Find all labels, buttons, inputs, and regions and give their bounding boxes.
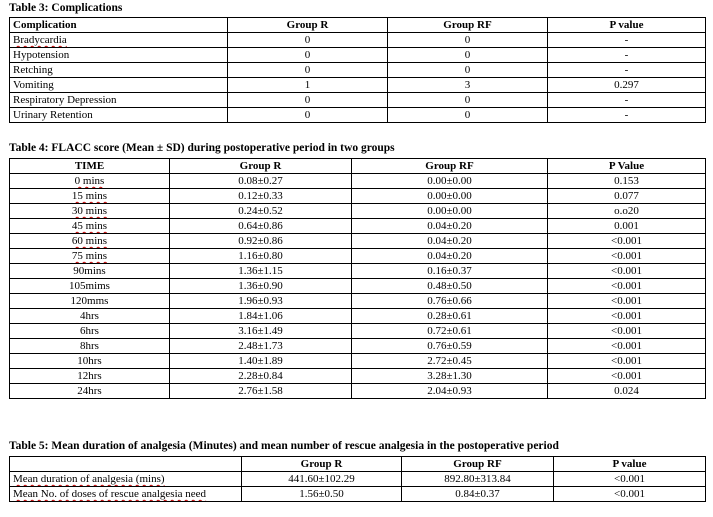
table-row: [10, 279, 706, 294]
table-row: [10, 472, 706, 487]
cell-text: 0: [304, 34, 311, 46]
cell-text: 1: [304, 79, 311, 91]
cell-text: 0.76±0.59: [427, 340, 472, 352]
table-cell: [10, 78, 228, 93]
table-cell: [352, 279, 548, 294]
table-cell: [10, 249, 170, 264]
cell-text: 0.04±0.20: [427, 250, 472, 262]
table-cell: [352, 309, 548, 324]
cell-text: o.o20: [614, 205, 639, 217]
table-cell: [548, 279, 706, 294]
cell-text: <0.001: [611, 265, 642, 277]
table-cell: [10, 369, 170, 384]
table-cell: [228, 63, 388, 78]
table-cell: [548, 384, 706, 399]
table-cell: [388, 33, 548, 48]
col-header-group-rf: Group RF: [352, 159, 548, 174]
cell-text: 0: [304, 49, 311, 61]
cell-text: 0.024: [614, 385, 639, 397]
cell-text: <0.001: [611, 325, 642, 337]
table-row: [10, 33, 706, 48]
table-cell: [170, 204, 352, 219]
cell-text: 1.40±1.89: [238, 355, 283, 367]
table-cell: [170, 279, 352, 294]
cell-text: 0: [464, 64, 471, 76]
table-cell: [388, 108, 548, 123]
cell-text: 0.00±0.00: [427, 190, 472, 202]
table-cell: [10, 219, 170, 234]
table-cell: [548, 324, 706, 339]
cell-text: <0.001: [614, 473, 645, 485]
table-row: [10, 384, 706, 399]
table-row: [10, 294, 706, 309]
cell-text: 2.76±1.58: [238, 385, 283, 397]
table-cell: [170, 384, 352, 399]
cell-text: 2.72±0.45: [427, 355, 472, 367]
table-cell: [352, 219, 548, 234]
table-cell: [548, 309, 706, 324]
table-row: [10, 219, 706, 234]
table-cell: [352, 294, 548, 309]
cell-text: 0.153: [614, 175, 639, 187]
table5: [9, 456, 706, 502]
table-cell: [10, 472, 242, 487]
table-cell: [10, 174, 170, 189]
table-cell: [228, 108, 388, 123]
table4: [9, 158, 706, 399]
table-header-row: [10, 457, 706, 472]
cell-text: 90mins: [73, 265, 106, 277]
table-cell: [170, 324, 352, 339]
table-cell: [170, 369, 352, 384]
cell-text: 0: [464, 49, 471, 61]
table-cell: [548, 78, 706, 93]
table-header-row: [10, 18, 706, 33]
cell-text: 0: [304, 94, 311, 106]
cell-text: 2.04±0.93: [427, 385, 472, 397]
table-cell: [242, 487, 402, 502]
col-header-group-r: Group R: [242, 457, 402, 472]
cell-text: 0: [464, 94, 471, 106]
table-cell: [10, 324, 170, 339]
cell-text: <0.001: [614, 488, 645, 500]
cell-text: 0.28±0.61: [427, 310, 472, 322]
cell-text: -: [624, 109, 629, 121]
cell-text: <0.001: [611, 250, 642, 262]
table-cell: [170, 339, 352, 354]
cell-text: 3: [464, 79, 471, 91]
table-cell: [10, 48, 228, 63]
table-cell: [402, 487, 554, 502]
cell-text: 0.00±0.00: [427, 175, 472, 187]
table3: [9, 17, 706, 123]
table-cell: [352, 369, 548, 384]
table-row: [10, 48, 706, 63]
cell-text: 0.76±0.66: [427, 295, 472, 307]
table-cell: [10, 93, 228, 108]
cell-text: 2.28±0.84: [238, 370, 283, 382]
table-cell: [170, 264, 352, 279]
table-row: [10, 354, 706, 369]
cell-text: -: [624, 94, 629, 106]
table-cell: [548, 234, 706, 249]
cell-text: 0.64±0.86: [238, 220, 283, 232]
col-header-complication: Complication: [10, 18, 228, 33]
table-cell: [548, 249, 706, 264]
table-row: [10, 339, 706, 354]
col-header-group-rf: Group RF: [402, 457, 554, 472]
table-cell: [10, 294, 170, 309]
table-cell: [548, 204, 706, 219]
table-cell: [352, 189, 548, 204]
cell-text: Retching: [13, 64, 53, 76]
table-row: [10, 204, 706, 219]
cell-text: 120mms: [70, 295, 109, 307]
table-cell: [548, 264, 706, 279]
cell-text: 45 mins: [71, 220, 108, 232]
cell-text: 0.001: [614, 220, 639, 232]
table-cell: [170, 219, 352, 234]
table-cell: [10, 279, 170, 294]
table-cell: [548, 354, 706, 369]
cell-text: 0 mins: [74, 175, 105, 187]
table-cell: [10, 487, 242, 502]
cell-text: Mean duration of analgesia (mins): [13, 473, 165, 485]
table-row: [10, 174, 706, 189]
cell-text: <0.001: [611, 295, 642, 307]
cell-text: <0.001: [611, 235, 642, 247]
cell-text: 1.36±1.15: [238, 265, 283, 277]
table-cell: [548, 294, 706, 309]
table-row: [10, 309, 706, 324]
table-cell: [352, 204, 548, 219]
table-cell: [352, 384, 548, 399]
cell-text: 1.96±0.93: [238, 295, 283, 307]
cell-text: 0.48±0.50: [427, 280, 472, 292]
table-cell: [402, 472, 554, 487]
cell-text: -: [624, 49, 629, 61]
cell-text: Respiratory Depression: [13, 94, 117, 106]
table-row: [10, 78, 706, 93]
cell-text: 0.84±0.37: [455, 488, 500, 500]
cell-text: 0.72±0.61: [427, 325, 472, 337]
table-row: [10, 189, 706, 204]
cell-text: <0.001: [611, 355, 642, 367]
cell-text: <0.001: [611, 280, 642, 292]
col-header-group-r: Group R: [228, 18, 388, 33]
cell-text: Mean No. of doses of rescue analgesia need: [13, 488, 207, 500]
cell-text: 1.16±0.80: [238, 250, 283, 262]
table-row: [10, 369, 706, 384]
table5-caption: Table 5: Mean duration of analgesia (Minutes) and mean number of rescue analgesia in the postoperative period: [9, 440, 559, 452]
table-cell: [10, 309, 170, 324]
table-cell: [228, 78, 388, 93]
cell-text: 0.04±0.20: [427, 235, 472, 247]
cell-text: 3.28±1.30: [427, 370, 472, 382]
table-cell: [548, 369, 706, 384]
cell-text: 3.16±1.49: [238, 325, 283, 337]
table-cell: [10, 339, 170, 354]
cell-text: 892.80±313.84: [444, 473, 511, 485]
table-row: [10, 324, 706, 339]
table-cell: [10, 264, 170, 279]
table-header-row: [10, 159, 706, 174]
table-cell: [548, 63, 706, 78]
table-cell: [170, 294, 352, 309]
table-cell: [352, 174, 548, 189]
table-cell: [170, 309, 352, 324]
cell-text: 0.92±0.86: [238, 235, 283, 247]
cell-text: 60 mins: [71, 235, 108, 247]
table-cell: [352, 339, 548, 354]
table-cell: [10, 234, 170, 249]
cell-text: 30 mins: [71, 205, 108, 217]
cell-text: 0: [304, 64, 311, 76]
table-cell: [10, 354, 170, 369]
table-row: [10, 93, 706, 108]
cell-text: 0.00±0.00: [427, 205, 472, 217]
table-cell: [554, 472, 706, 487]
table-cell: [548, 93, 706, 108]
cell-text: 0: [464, 34, 471, 46]
table-cell: [388, 78, 548, 93]
cell-text: 4hrs: [80, 310, 99, 322]
table-cell: [388, 93, 548, 108]
cell-text: 0.12±0.33: [238, 190, 283, 202]
cell-text: 0.16±0.37: [427, 265, 472, 277]
cell-text: Hypotension: [13, 49, 70, 61]
cell-text: 0.24±0.52: [238, 205, 283, 217]
table-cell: [352, 324, 548, 339]
cell-text: 0.077: [614, 190, 639, 202]
cell-text: 1.36±0.90: [238, 280, 283, 292]
table-cell: [548, 108, 706, 123]
cell-text: 6hrs: [80, 325, 99, 337]
col-header-p-value: P value: [548, 18, 706, 33]
cell-text: <0.001: [611, 370, 642, 382]
table-cell: [548, 219, 706, 234]
table-cell: [170, 234, 352, 249]
cell-text: 24hrs: [77, 385, 102, 397]
cell-text: 1.84±1.06: [238, 310, 283, 322]
table-row: [10, 234, 706, 249]
cell-text: Bradycardia: [13, 34, 67, 46]
col-header-empty: [10, 457, 242, 472]
table-row: [10, 63, 706, 78]
cell-text: 0.08±0.27: [238, 175, 283, 187]
table-cell: [548, 189, 706, 204]
col-header-time: TIME: [10, 159, 170, 174]
table-cell: [388, 63, 548, 78]
col-header-p-value: P value: [554, 457, 706, 472]
cell-text: 441.60±102.29: [288, 473, 355, 485]
table-cell: [548, 174, 706, 189]
table-cell: [170, 354, 352, 369]
table-row: [10, 264, 706, 279]
table-row: [10, 249, 706, 264]
cell-text: 2.48±1.73: [238, 340, 283, 352]
cell-text: Urinary Retention: [13, 109, 93, 121]
table-cell: [10, 33, 228, 48]
cell-text: 0.297: [614, 79, 639, 91]
table-cell: [352, 249, 548, 264]
cell-text: 15 mins: [71, 190, 108, 202]
table-cell: [352, 264, 548, 279]
cell-text: -: [624, 34, 629, 46]
table-cell: [10, 204, 170, 219]
table-cell: [228, 48, 388, 63]
table3-caption: Table 3: Complications: [9, 2, 123, 14]
cell-text: 1.56±0.50: [299, 488, 344, 500]
cell-text: 75 mins: [71, 250, 108, 262]
table-cell: [10, 63, 228, 78]
table-cell: [548, 48, 706, 63]
cell-text: 10hrs: [77, 355, 102, 367]
table-cell: [10, 108, 228, 123]
table-cell: [548, 33, 706, 48]
col-header-p-value: P Value: [548, 159, 706, 174]
cell-text: -: [624, 64, 629, 76]
table-cell: [170, 174, 352, 189]
cell-text: 12hrs: [77, 370, 102, 382]
table-cell: [554, 487, 706, 502]
cell-text: 8hrs: [80, 340, 99, 352]
cell-text: Vomiting: [13, 79, 54, 91]
table-cell: [242, 472, 402, 487]
col-header-group-r: Group R: [170, 159, 352, 174]
table-cell: [352, 354, 548, 369]
table4-caption: Table 4: FLACC score (Mean ± SD) during postoperative period in two groups: [9, 142, 395, 154]
table-cell: [228, 33, 388, 48]
cell-text: 0.04±0.20: [427, 220, 472, 232]
cell-text: <0.001: [611, 310, 642, 322]
table-cell: [548, 339, 706, 354]
table-cell: [170, 249, 352, 264]
col-header-group-rf: Group RF: [388, 18, 548, 33]
table-cell: [352, 234, 548, 249]
table-cell: [388, 48, 548, 63]
table-cell: [10, 189, 170, 204]
table-row: [10, 487, 706, 502]
cell-text: 0: [464, 109, 471, 121]
table-cell: [10, 384, 170, 399]
cell-text: <0.001: [611, 340, 642, 352]
table-row: [10, 108, 706, 123]
table-cell: [170, 189, 352, 204]
cell-text: 105mims: [69, 280, 110, 292]
cell-text: 0: [304, 109, 311, 121]
table-cell: [228, 93, 388, 108]
